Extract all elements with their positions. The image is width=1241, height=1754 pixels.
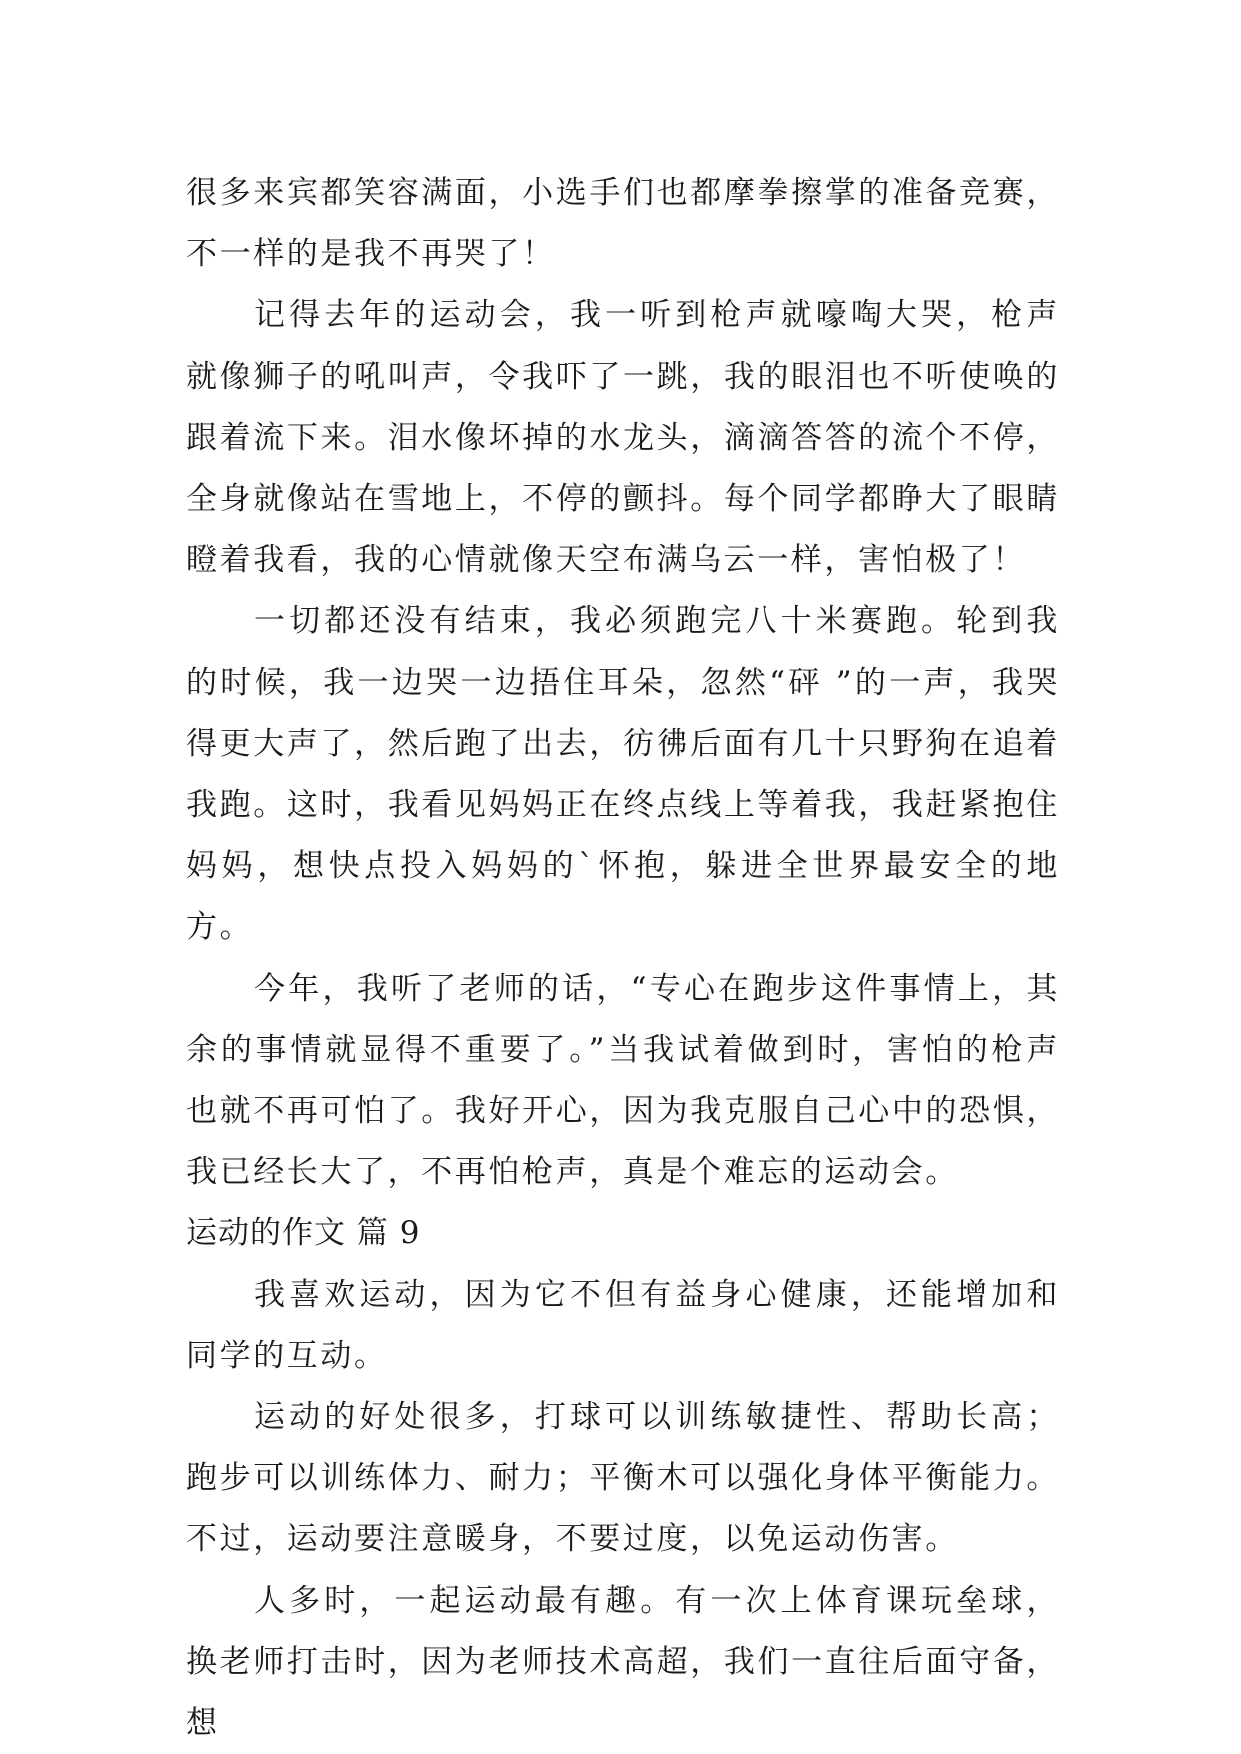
paragraph: 记得去年的运动会，我一听到枪声就嚎啕大哭，枪声就像狮子的吼叫声，令我吓了一跳，我的眼泪也不听使唤的跟着流下来。泪水像坏掉的水龙头，滴滴答答的流个不停，全身就像站在雪地上，不停的颤抖。每个同学都睁大了眼睛瞪着我看，我的心情就像天空布满乌云一样，害怕极了！	[186, 297, 1060, 579]
paragraph: 运动的好处很多，打球可以训练敏捷性、帮助长高；跑步可以训练体力、耐力；平衡木可以强化身体平衡能力。不过，运动要注意暖身，不要过度，以免运动伤害。	[186, 1399, 1060, 1558]
paragraph-continued: 很多来宾都笑容满面，小选手们也都摩拳擦掌的准备竞赛，不一样的是我不再哭了！	[186, 175, 1060, 273]
section-heading: 运动的作文 篇 9	[186, 1215, 421, 1252]
document-body	[186, 163, 1060, 1754]
paragraph: 一切都还没有结束，我必须跑完八十米赛跑。轮到我的时候，我一边哭一边捂住耳朵，忽然“砰 ”的一声，我哭得更大声了，然后跑了出去，彷彿后面有几十只野狗在追着我跑。这时，我看见妈妈正在终点线上等着我，我赶紧抱住妈妈，想快点投入妈妈的`怀抱，躲进全世界最安全的地方。	[186, 603, 1060, 946]
paragraph: 人多时，一起运动最有趣。有一次上体育课玩垒球，换老师打击时，因为老师技术高超，我们一直往后面守备，想	[186, 1582, 1060, 1742]
paragraph: 今年，我听了老师的话，“专心在跑步这件事情上，其余的事情就显得不重要了。”当我试着做到时，害怕的枪声也就不再可怕了。我好开心，因为我克服自己心中的恐惧，我已经长大了，不再怕枪声，真是个难忘的运动会。	[186, 970, 1060, 1191]
paragraph: 我喜欢运动，因为它不但有益身心健康，还能增加和同学的互动。	[186, 1276, 1060, 1374]
